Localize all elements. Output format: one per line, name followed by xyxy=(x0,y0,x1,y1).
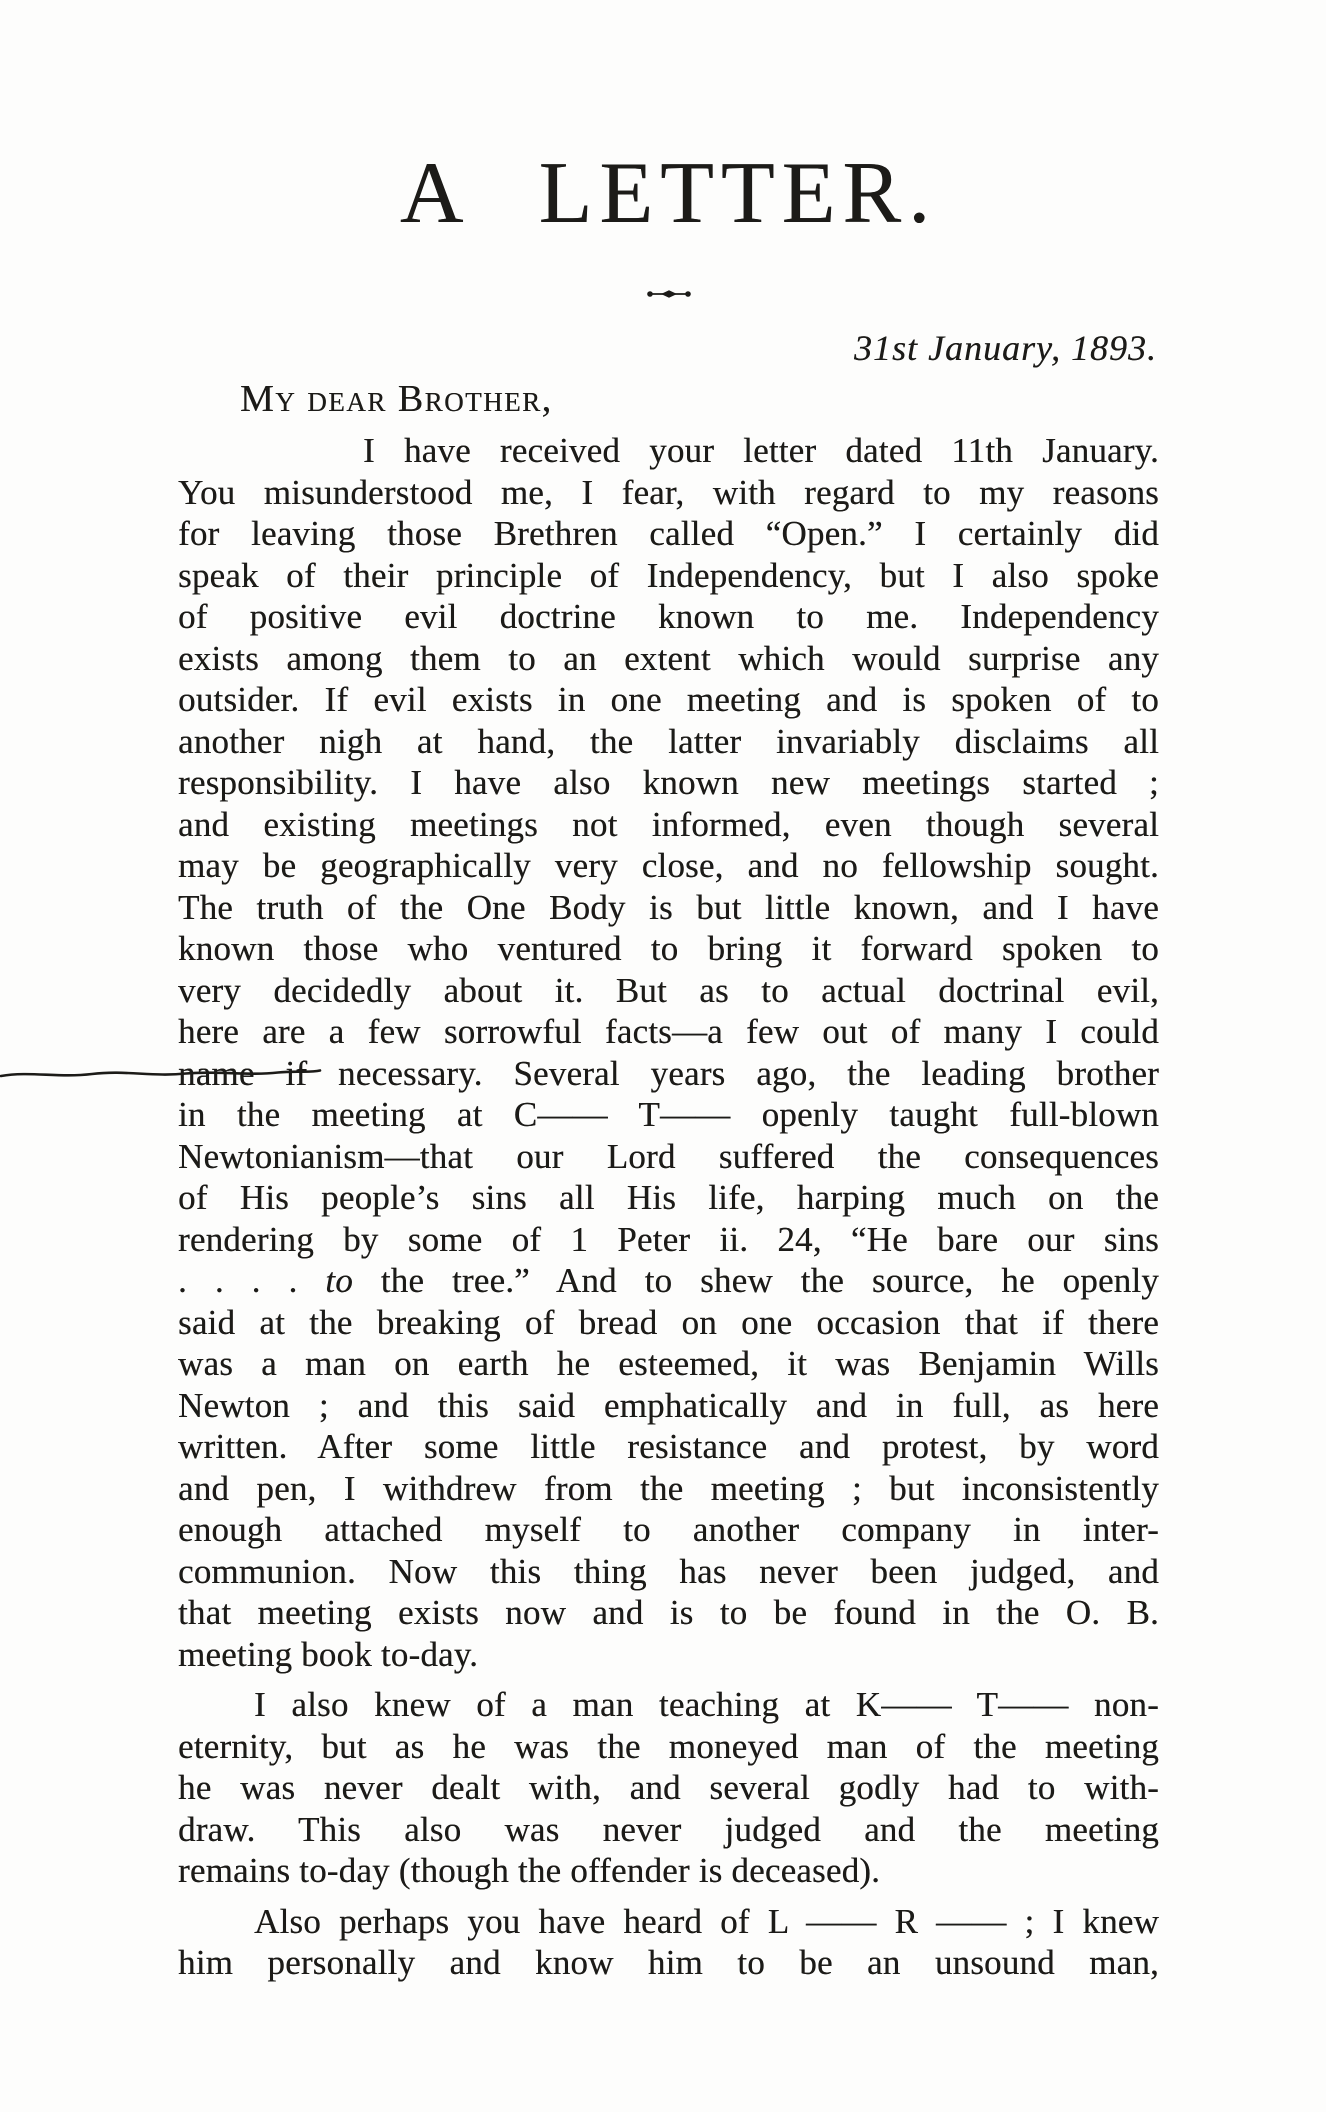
letter-line: of His people’s sins all His life, harping much on the xyxy=(178,1178,1159,1218)
letter-line: him personally and know him to be an unsound man, xyxy=(178,1943,1159,1983)
letter-line: remains to-day (though the offender is deceased). xyxy=(178,1851,881,1891)
letter-line: speak of their principle of Independency, but I also spoke xyxy=(178,555,1159,595)
letter-line: here are a few sorrowful facts—a few out of many I could xyxy=(178,1012,1159,1052)
letter-line: that meeting exists now and is to be found in the O. B. xyxy=(178,1593,1159,1633)
letter-line: The truth of the One Body is but little known, and I have xyxy=(178,887,1159,927)
letter-line: enough attached myself to another company in inter- xyxy=(178,1510,1159,1550)
letter-line: outsider. If evil exists in one meeting and is spoken of to xyxy=(178,680,1159,720)
letter-line: and pen, I withdrew from the meeting ; but inconsistently xyxy=(178,1468,1159,1508)
letter-line: and existing meetings not informed, even though several xyxy=(178,804,1159,844)
letter-line: draw. This also was never judged and the meeting xyxy=(178,1809,1159,1849)
letter-line: very decidedly about it. But as to actual doctrinal evil, xyxy=(178,970,1159,1010)
letter-line: Also perhaps you have heard of L —— R —— ; I knew xyxy=(254,1901,1159,1941)
dateline: 31st January, 1893. xyxy=(854,328,1157,369)
page-title: A LETTER. xyxy=(399,145,938,242)
letter-line: Newtonianism—that our Lord suffered the consequences xyxy=(178,1136,1159,1176)
letter-line: written. After some little resistance and protest, by word xyxy=(178,1427,1159,1467)
letter-line: You misunderstood me, I fear, with regard to my reasons xyxy=(178,472,1159,512)
salutation: My dear Brother, xyxy=(240,378,553,421)
divider-ornament-icon xyxy=(646,286,692,302)
letter-line: . . . . to the tree.” And to shew the source, he openly xyxy=(178,1261,1160,1301)
letter-line: rendering by some of 1 Peter ii. 24, “He bare our sins xyxy=(178,1219,1159,1259)
letter-line: was a man on earth he esteemed, it was Benjamin Wills xyxy=(178,1344,1159,1384)
letter-line: communion. Now this thing has never been judged, and xyxy=(178,1551,1159,1591)
letter-line: exists among them to an extent which would surprise any xyxy=(178,638,1159,678)
letter-line: another nigh at hand, the latter invariably disclaims all xyxy=(178,721,1159,761)
letter-body xyxy=(178,430,1159,1984)
paragraph xyxy=(178,1901,1159,1984)
letter-line: of positive evil doctrine known to me. Independency xyxy=(178,597,1159,637)
letter-line: responsibility. I have also known new meetings started ; xyxy=(178,763,1159,803)
text-column xyxy=(178,0,1159,1984)
paragraph xyxy=(178,1684,1159,1892)
letter-line: may be geographically very close, and no fellowship sought. xyxy=(178,846,1159,886)
letter-line: name if necessary. Several years ago, the leading brother xyxy=(178,1053,1159,1095)
letter-line: I have received your letter dated 11th January. xyxy=(363,431,1159,471)
letter-line: eternity, but as he was the moneyed man of the meeting xyxy=(178,1726,1159,1766)
letter-line: he was never dealt with, and several godly had to with- xyxy=(178,1768,1159,1808)
letter-line: known those who ventured to bring it forward spoken to xyxy=(178,929,1159,969)
letter-line: I also knew of a man teaching at K—— T—— non- xyxy=(254,1685,1159,1725)
ornament-row xyxy=(178,286,1159,302)
italic-word: to xyxy=(325,1261,353,1301)
letter-line: in the meeting at C—— T—— openly taught full-blown xyxy=(178,1095,1159,1135)
struck-text: name if xyxy=(178,1053,308,1093)
letter-line: Newton ; and this said emphatically and in full, as here xyxy=(178,1385,1159,1425)
letter-line: meeting book to-day. xyxy=(178,1634,479,1674)
letter-line: said at the breaking of bread on one occasion that if there xyxy=(178,1302,1159,1342)
paragraph xyxy=(178,430,1159,1675)
letter-line: for leaving those Brethren called “Open.” I certainly did xyxy=(178,514,1159,554)
